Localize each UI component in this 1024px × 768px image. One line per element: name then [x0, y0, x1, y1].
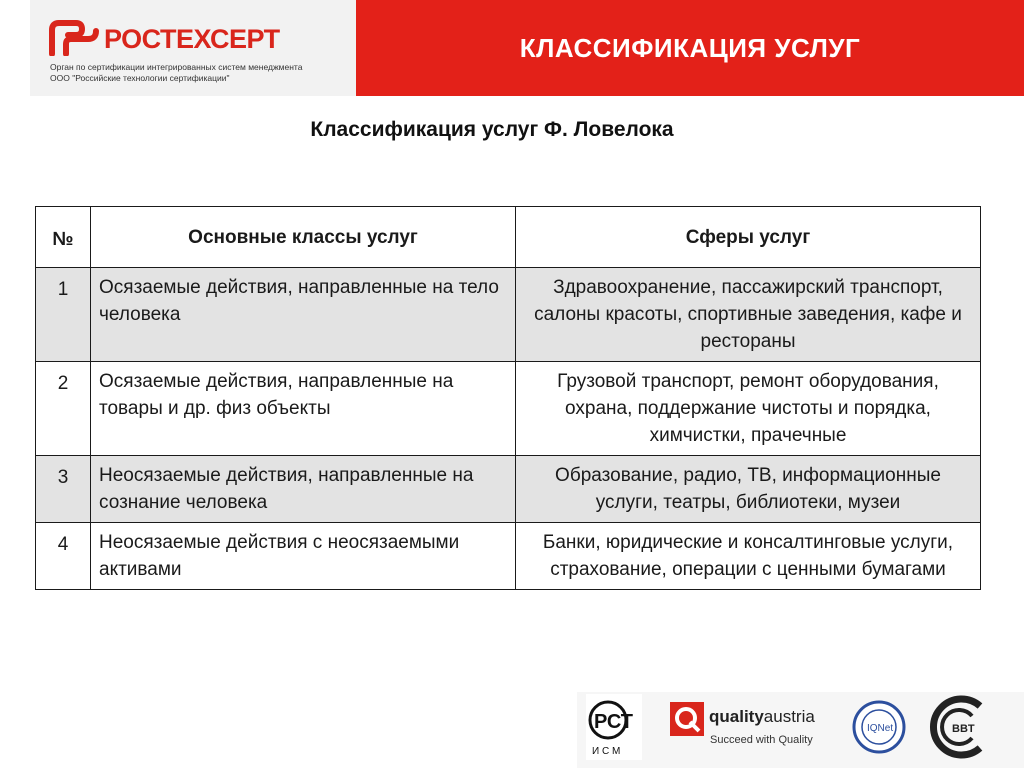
- slide-header: [0, 0, 1024, 96]
- row-sphere: Банки, юридические и консалтинговые услуги, страхование, операции с ценными бумагами: [516, 523, 981, 590]
- row-class: Неосязаемые действия с неосязаемыми активами: [91, 523, 516, 590]
- column-header-class: Основные классы услуг: [91, 207, 516, 268]
- quality-austria-suffix: austria: [763, 707, 815, 726]
- footer-logos: [0, 690, 1024, 768]
- rst-ism-logo-icon: [586, 694, 642, 760]
- brand-subtitle-line1: Орган по сертификации интегрированных систем менеджмента: [50, 62, 303, 72]
- brand-name: РОСТЕХСЕРТ: [104, 24, 280, 54]
- column-header-sphere: Сферы услуг: [516, 207, 981, 268]
- classification-table: [35, 206, 981, 590]
- brand-subtitle: [50, 62, 350, 84]
- rst-mark-text: РСТ: [594, 711, 634, 733]
- table-row: [36, 362, 981, 456]
- rst-sub-text: И С М: [592, 746, 621, 757]
- column-header-number: №: [36, 207, 91, 268]
- quality-austria-logo-icon: [670, 702, 704, 736]
- table-row: [36, 456, 981, 523]
- row-number: 3: [36, 456, 91, 523]
- row-sphere: Образование, радио, ТВ, информационные услуги, театры, библиотеки, музеи: [516, 456, 981, 523]
- row-sphere: Грузовой транспорт, ремонт оборудования, охрана, поддержание чистоты и порядка, химчистки, прачечные: [516, 362, 981, 456]
- page-title: КЛАССИФИКАЦИЯ УСЛУГ: [519, 32, 861, 63]
- row-class: Осязаемые действия, направленные на тело человека: [91, 268, 516, 362]
- bvt-logo-icon: [924, 694, 996, 760]
- brand-subtitle-line2: ООО "Российские технологии сертификации": [50, 73, 230, 83]
- row-number: 1: [36, 268, 91, 362]
- row-class: Неосязаемые действия, направленные на сознание человека: [91, 456, 516, 523]
- table-header-row: [36, 207, 981, 268]
- quality-austria-name: [709, 707, 815, 727]
- row-number: 2: [36, 362, 91, 456]
- table-row: [36, 268, 981, 362]
- row-sphere: Здравоохранение, пассажирский транспорт, салоны красоты, спортивные заведения, кафе и рестораны: [516, 268, 981, 362]
- iqnet-logo-icon: [852, 700, 906, 754]
- iqnet-text: IQNet: [867, 723, 894, 734]
- rostexcert-logo-icon: [48, 20, 100, 56]
- table-caption: Классификация услуг Ф. Ловелока: [310, 118, 674, 141]
- quality-austria-prefix: quality: [709, 707, 764, 726]
- row-class: Осязаемые действия, направленные на товары и др. физ объекты: [91, 362, 516, 456]
- bvt-text: BBT: [952, 723, 975, 735]
- row-number: 4: [36, 523, 91, 590]
- quality-austria-slogan: Succeed with Quality: [710, 734, 813, 746]
- table-row: [36, 523, 981, 590]
